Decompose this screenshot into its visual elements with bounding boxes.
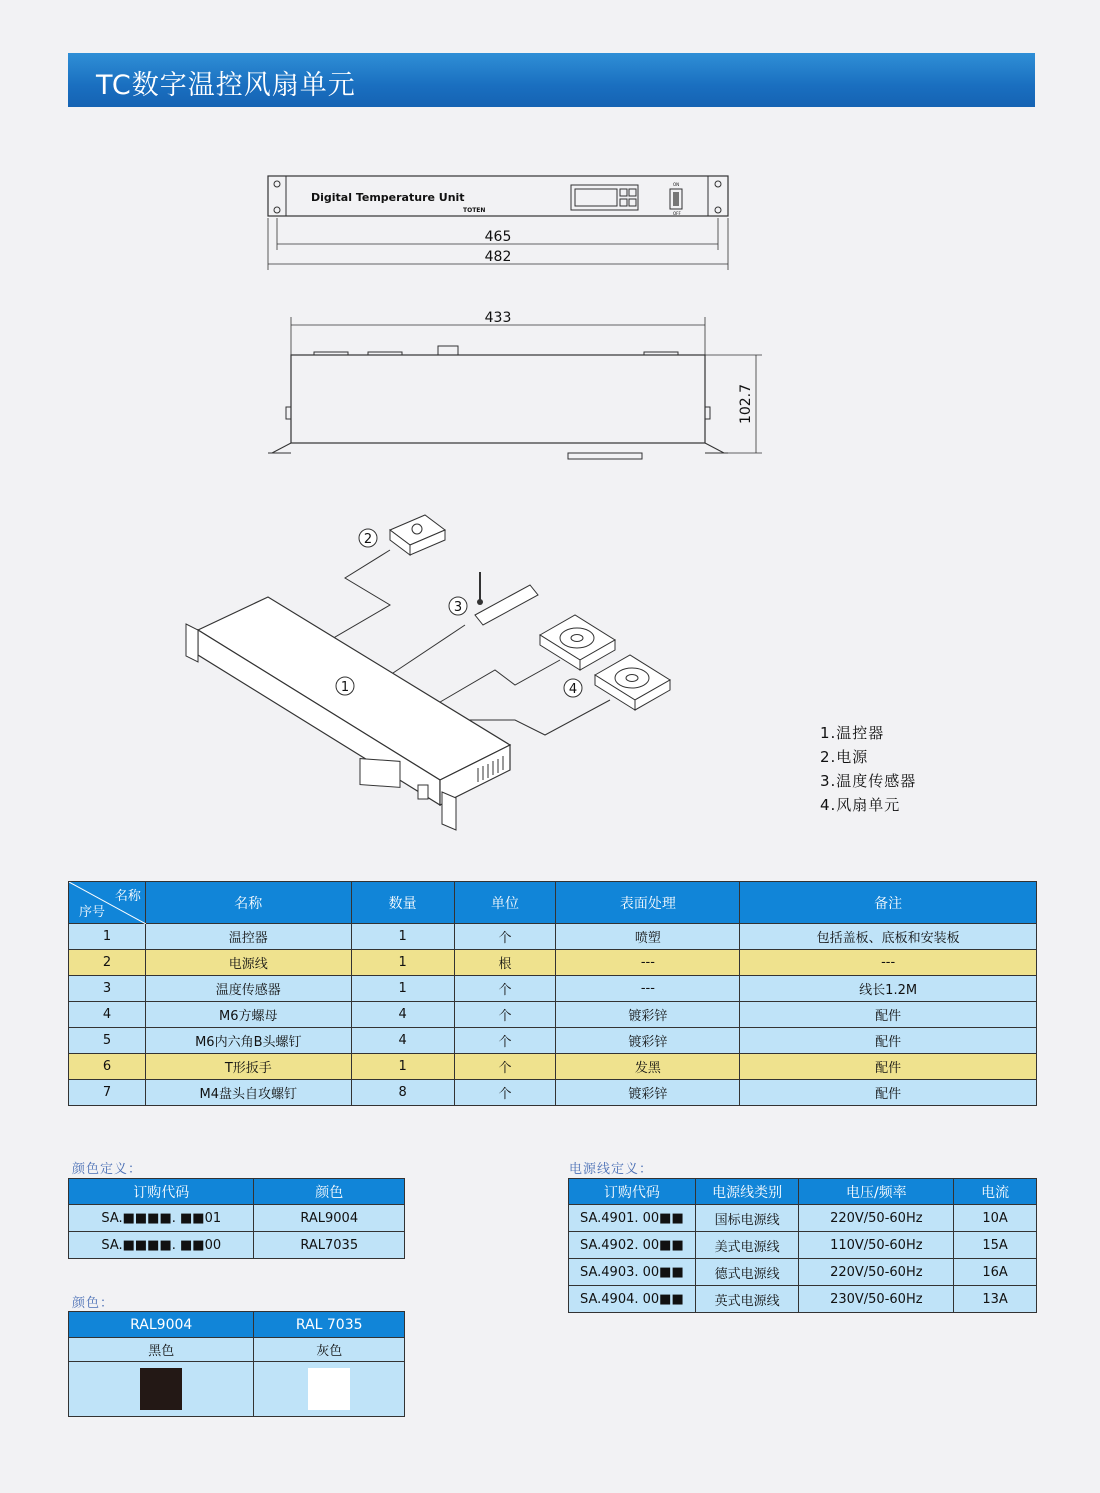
- table-row: [69, 1002, 1037, 1028]
- cell-color: RAL7035: [254, 1232, 405, 1259]
- parts-table-body: [69, 924, 1037, 1106]
- swatch-cell: [69, 1362, 254, 1417]
- cell-no: 6: [69, 1054, 146, 1080]
- table-row: [69, 1080, 1037, 1106]
- diagonal-header-cell: [69, 882, 146, 924]
- cell-color: RAL9004: [254, 1205, 405, 1232]
- cell-unit: 个: [454, 1028, 556, 1054]
- cell-finish: 喷塑: [556, 924, 740, 950]
- cell-current: 10A: [954, 1205, 1037, 1232]
- front-view-drawing: [260, 170, 740, 275]
- cell-unit: 个: [454, 1080, 556, 1106]
- side-body-outline: [291, 355, 705, 443]
- cell-finish: 镀彩锌: [556, 1028, 740, 1054]
- cell-name: 电源线: [145, 950, 351, 976]
- diag-top-label: 名称: [114, 889, 141, 904]
- dim-465: 465: [484, 229, 512, 245]
- svg-text:2: 2: [363, 532, 373, 547]
- legend-item: 3.温度传感器: [820, 772, 917, 790]
- side-view-drawing: [262, 305, 772, 465]
- swatch-header-gray: RAL 7035: [254, 1312, 405, 1338]
- fan-unit-1: [540, 615, 615, 670]
- power-wire: [330, 550, 390, 640]
- cell-unit: 根: [454, 950, 556, 976]
- table-row: [569, 1232, 1037, 1259]
- mount-hole: [274, 207, 280, 213]
- cell-no: 5: [69, 1028, 146, 1054]
- color-swatch-table: [68, 1311, 405, 1417]
- unit-switch: [418, 785, 428, 799]
- cell-voltage: 230V/50-60Hz: [799, 1286, 954, 1313]
- legend-item: 2.电源: [820, 748, 869, 766]
- unit-display: [360, 759, 400, 788]
- switch-off-label: OFF: [673, 211, 681, 216]
- sensor-body: [475, 585, 538, 625]
- parts-legend: [820, 722, 916, 818]
- table-row: [69, 1205, 405, 1232]
- front-label: Digital Temperature Unit: [311, 191, 465, 204]
- dim-102-7: 102.7: [738, 383, 754, 425]
- swatch-header-black: RAL9004: [69, 1312, 254, 1338]
- cell-voltage: 220V/50-60Hz: [799, 1259, 954, 1286]
- cell-note: 配件: [740, 1080, 1037, 1106]
- table-row: [569, 1205, 1037, 1232]
- cell-no: 2: [69, 950, 146, 976]
- cell-finish: ---: [556, 950, 740, 976]
- cell-unit: 个: [454, 1002, 556, 1028]
- col-header-note: 备注: [740, 882, 1037, 924]
- cell-name: T形扳手: [145, 1054, 351, 1080]
- cell-voltage: 220V/50-60Hz: [799, 1205, 954, 1232]
- col-header-unit: 单位: [454, 882, 556, 924]
- cell-note: 线长1.2M: [740, 976, 1037, 1002]
- assembly-drawing: [180, 500, 690, 840]
- col-header-code: 订购代码: [569, 1179, 696, 1205]
- cell-qty: 1: [351, 950, 454, 976]
- col-header-type: 电源线类别: [695, 1179, 799, 1205]
- table-row: [569, 1286, 1037, 1313]
- cell-unit: 个: [454, 1054, 556, 1080]
- col-header-color: 颜色: [254, 1179, 405, 1205]
- diag-bottom-label: 序号: [79, 905, 106, 920]
- power-def-label: 电源线定义：: [569, 1162, 654, 1177]
- colors-label: 颜色：: [72, 1296, 115, 1311]
- mount-hole: [274, 181, 280, 187]
- legend-item: 1.温控器: [820, 724, 885, 742]
- power-def-table: [568, 1178, 1037, 1313]
- swatch-cell: [254, 1362, 405, 1417]
- cell-type: 美式电源线: [695, 1232, 799, 1259]
- cell-qty: 1: [351, 976, 454, 1002]
- table-row: [569, 1259, 1037, 1286]
- table-row: [69, 924, 1037, 950]
- cell-qty: 1: [351, 1054, 454, 1080]
- mount-hole: [715, 181, 721, 187]
- sensor-wire: [390, 625, 465, 675]
- cell-no: 4: [69, 1002, 146, 1028]
- col-header-voltage: 电压/频率: [799, 1179, 954, 1205]
- table-header-row: [69, 1312, 405, 1338]
- swatch-name-black: 黑色: [69, 1338, 254, 1362]
- cell-unit: 个: [454, 976, 556, 1002]
- cell-type: 国标电源线: [695, 1205, 799, 1232]
- cell-name: M6方螺母: [145, 1002, 351, 1028]
- cell-code: SA.4903. 00■■: [569, 1259, 696, 1286]
- fan-wire-1: [435, 660, 560, 705]
- col-header-qty: 数量: [351, 882, 454, 924]
- color-def-label: 颜色定义：: [72, 1162, 143, 1177]
- cell-no: 1: [69, 924, 146, 950]
- svg-text:4: 4: [568, 682, 578, 697]
- brand-label: TOTEN: [463, 207, 486, 214]
- mount-ear-right: [442, 792, 456, 830]
- swatch-name-gray: 灰色: [254, 1338, 405, 1362]
- table-row: [69, 1338, 405, 1362]
- table-header-row: [69, 882, 1037, 924]
- parts-table: [68, 881, 1037, 1106]
- cell-current: 16A: [954, 1259, 1037, 1286]
- callout-4: [564, 679, 582, 697]
- col-header-finish: 表面处理: [556, 882, 740, 924]
- legend-item: 4.风扇单元: [820, 796, 901, 814]
- table-row: [69, 1232, 405, 1259]
- cell-voltage: 110V/50-60Hz: [799, 1232, 954, 1259]
- cell-code: SA.4902. 00■■: [569, 1232, 696, 1259]
- cell-name: M4盘头自攻螺钉: [145, 1080, 351, 1106]
- swatch-gray: [308, 1368, 350, 1410]
- title-banner: [68, 53, 1035, 107]
- cell-note: 配件: [740, 1028, 1037, 1054]
- table-row: [69, 950, 1037, 976]
- cell-finish: 镀彩锌: [556, 1002, 740, 1028]
- callout-2: [359, 529, 377, 547]
- cell-code: SA.4904. 00■■: [569, 1286, 696, 1313]
- cell-name: M6内六角B头螺钉: [145, 1028, 351, 1054]
- cell-finish: 镀彩锌: [556, 1080, 740, 1106]
- cell-unit: 个: [454, 924, 556, 950]
- cell-note: 配件: [740, 1002, 1037, 1028]
- cell-no: 7: [69, 1080, 146, 1106]
- cell-type: 英式电源线: [695, 1286, 799, 1313]
- col-header-code: 订购代码: [69, 1179, 254, 1205]
- cell-code: SA.■■■■. ■■00: [69, 1232, 254, 1259]
- switch-on-label: ON: [673, 182, 680, 187]
- cell-finish: ---: [556, 976, 740, 1002]
- table-header-row: [69, 1179, 405, 1205]
- cell-qty: 4: [351, 1002, 454, 1028]
- callout-3: [449, 597, 467, 615]
- cell-no: 3: [69, 976, 146, 1002]
- cell-finish: 发黑: [556, 1054, 740, 1080]
- svg-text:3: 3: [453, 600, 463, 615]
- cell-qty: 8: [351, 1080, 454, 1106]
- cell-note: ---: [740, 950, 1037, 976]
- color-def-table: [68, 1178, 405, 1259]
- dim-482: 482: [484, 249, 512, 265]
- col-header-name: 名称: [145, 882, 351, 924]
- cell-note: 配件: [740, 1054, 1037, 1080]
- cell-note: 包括盖板、底板和安装板: [740, 924, 1037, 950]
- col-header-current: 电流: [954, 1179, 1037, 1205]
- cell-current: 13A: [954, 1286, 1037, 1313]
- table-row: [69, 1054, 1037, 1080]
- table-header-row: [569, 1179, 1037, 1205]
- callout-1: [336, 677, 354, 695]
- cell-name: 温控器: [145, 924, 351, 950]
- table-row: [69, 976, 1037, 1002]
- mount-hole: [715, 207, 721, 213]
- cell-current: 15A: [954, 1232, 1037, 1259]
- svg-text:1: 1: [340, 680, 350, 695]
- cell-qty: 1: [351, 924, 454, 950]
- cell-name: 温度传感器: [145, 976, 351, 1002]
- table-row: [69, 1028, 1037, 1054]
- cell-code: SA.■■■■. ■■01: [69, 1205, 254, 1232]
- swatch-black: [140, 1368, 182, 1410]
- dim-433: 433: [484, 310, 512, 326]
- table-row: [69, 1362, 405, 1417]
- mount-ear-left: [186, 624, 198, 662]
- cell-qty: 4: [351, 1028, 454, 1054]
- page-title: TC数字温控风扇单元: [96, 70, 356, 101]
- cell-type: 德式电源线: [695, 1259, 799, 1286]
- cell-code: SA.4901. 00■■: [569, 1205, 696, 1232]
